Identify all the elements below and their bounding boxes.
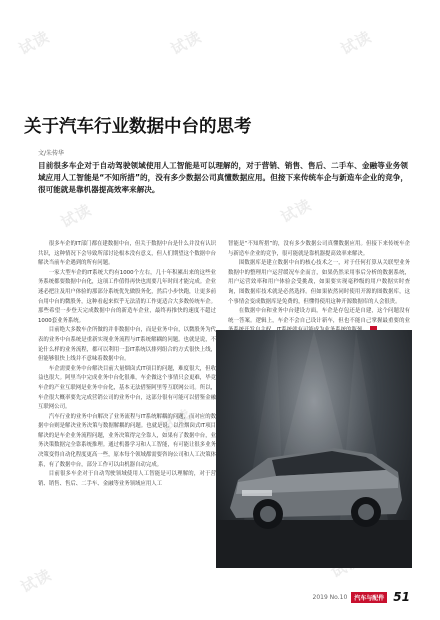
watermark: 试读 bbox=[337, 27, 375, 59]
page-footer bbox=[313, 590, 411, 604]
watermark: 试读 bbox=[17, 565, 55, 597]
paragraph: 目前绝大多数车企所做的并非数据中台，而是业务中台，以微股务为代表的业务中台系统是重新实现业务流程与IT系统解耦的问题。也就是说，不论什么样的业务流程，都可以利用一套IT系统以排列组合的方式很快上线，但能够很快上线并不意味着数据中台。 bbox=[38, 327, 216, 363]
watermark: 试读 bbox=[157, 405, 195, 437]
article-column-right bbox=[228, 240, 410, 336]
article-lead: 目前很多车企对于自动驾驶领域使用人工智能是可以理解的，对于营销、销售、售后、二手车、金融等业务领域应用人工智能是“不知所措”的，没有多少数据公司真懂数据应用。但接下来传统车企与新造车企业的竞争，很可能就是靠机器提高效率来解决。 bbox=[38, 161, 408, 195]
watermark: 试读 bbox=[167, 27, 205, 59]
watermark: 试读 bbox=[277, 195, 315, 227]
issue-number: 2019 No.10 bbox=[312, 593, 348, 601]
paragraph-text: 在数据中台和业务中台建设方面，车企是存包还是自建，这个问题没有统一答案。逻辑上，车企不会自己设计新车，但也不能自己掌握最重要的业 bbox=[228, 308, 410, 324]
watermark: 试读 bbox=[57, 200, 95, 232]
publication-name: 汽车与配件 bbox=[351, 592, 387, 603]
article-author: 文/朱传华 bbox=[38, 150, 65, 157]
article-title: 关于汽车行业数据中台的思考 bbox=[24, 117, 252, 137]
paragraph: 一家大型车企的IT系统大约有1000个左右，几十年积累出来的这些业务系统都要数据中台化，这项工作值得再快也需要几年时间才能完成。企业迷必把注及用户体验的那部分系统优先做股务化，然后小步快跑，让更多前台用中台的微股务，这种看起来似乎无法清的工作更适合大多数传统车企。那些希望一步登天完成数据中台的新造车企业，最终再推快的速度不超过1000套业务系统。 bbox=[38, 269, 216, 324]
article-column-left bbox=[38, 240, 216, 489]
paragraph: 汽车行业的业务中台解决了业务流程与IT系统解耦的问题，而对应的数据中台则是解决业务决策与数据解耦的问题。也就是说，以往烟囱式IT项目解决的是车企业务流程问题，业务决策得完全靠人，如果有了数据中台，业务决策数据完全靠系统推理。通过机器学习和人工智能，有可能让很多业务决策变得自动化程度更高一些，原本每个领域都需要咨询公司和人工决策体系，有了数据中台，部分工作可以由机器自动完成。 bbox=[38, 413, 216, 468]
watermark: 试读 bbox=[15, 27, 53, 59]
paragraph: 车企需要业务中台解决目前大量烟囱式IT项目的问题，难度很大，但收益也很大。阿里当中完成业务中台化很难，车企做这个事情只会更难，毕竟车企的产业互联网是业务中台化，基本无法借鉴阿里等互联网公司。所以，车企很大概率要先完成营销公司的业务中台，这部分很有可能可以借鉴金融互联网公司。 bbox=[38, 365, 216, 411]
car-photo bbox=[216, 330, 412, 568]
paragraph: 目前很多车企对于自动驾驶领域使用人工智能是可以理解的，对于营销、销售、售后、二手车、金融等业务领域应用人工 bbox=[38, 471, 216, 487]
paragraph: 很多车企的IT部门都在建数据中台，但关于数据中台是什么并没有认识共识，这种情况下会导致所部讨论根本没有意义，但人们期望这个数据中台解决当前车企遇到的所有问题。 bbox=[38, 241, 216, 267]
page-number: 51 bbox=[393, 590, 410, 604]
paragraph: 围数据库是建立数据中台的核心技术之一，对于任何打算从关联型业务数据中的整理用户运营缓况车企而言，如果仍然采用事后分析的数据系统，用户运营效率和用户体验会受挑战，如果要实现毫秒级的用户数据实时查询，图数据库技术就是必然选择。但如果依然同时使用开源的图数据库，这个事情会变成数据库是免费的，但懂得使用这种开源数据库的人会很贵。 bbox=[228, 260, 410, 305]
paragraph: 智能是“不知所措”的，没有多少数据公司真懂数据应用。但接下来传统车企与新造车企业的竞争，很可能就是靠机器提高效率来解决。 bbox=[228, 241, 410, 257]
